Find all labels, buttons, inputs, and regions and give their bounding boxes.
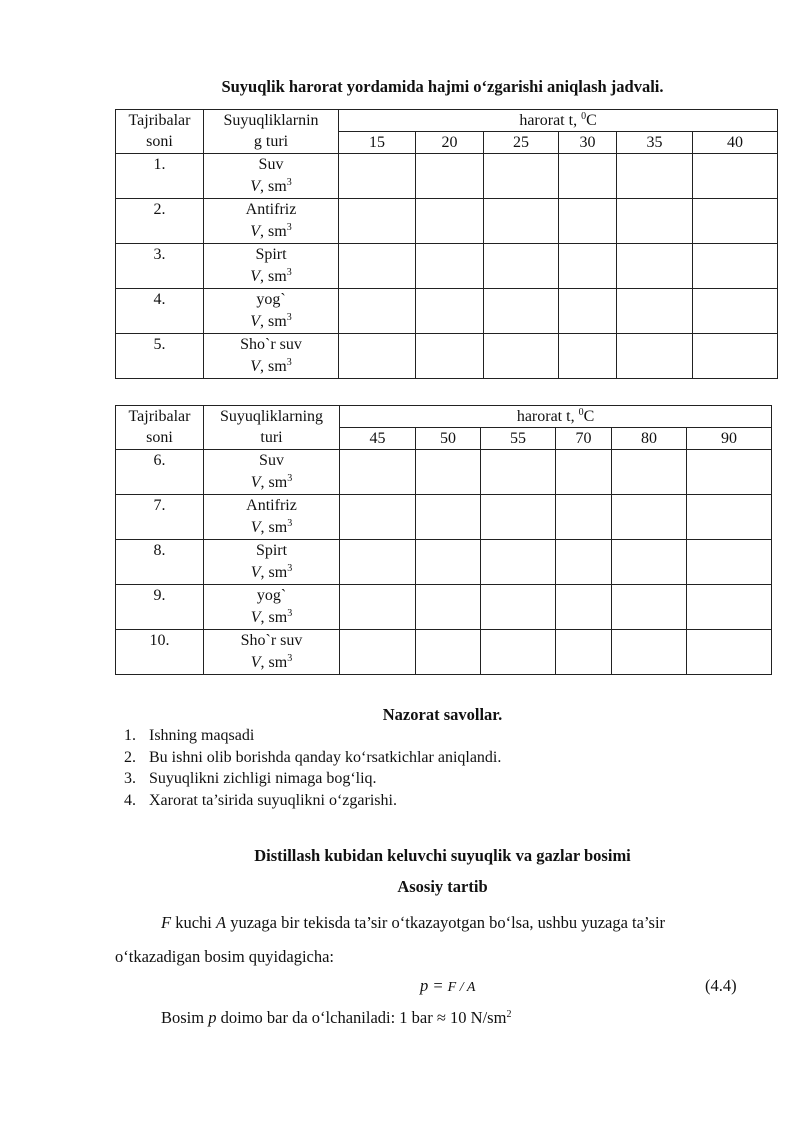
liquid-name: Spirt [255,246,287,263]
empty-cell [617,334,693,379]
empty-cell [416,450,481,495]
volume-unit: V, $sm^3$ [250,563,293,581]
subsection-heading: Asosiy tartib [397,877,488,896]
empty-cell [484,154,559,199]
empty-cell [481,540,556,585]
empty-cell [340,585,416,630]
equation-number: (4.4) [705,976,737,995]
volume-unit: V, $sm^3$ [250,518,293,536]
volume-unit: V, $sm^3$ [250,267,292,285]
volume-unit: V, $sm^3$ [250,357,292,375]
list-number: 1. [124,727,136,744]
volume-unit: V, $sm^3$ [250,312,292,330]
temp-cell: 50 [416,428,481,450]
empty-cell [556,630,612,675]
empty-cell [612,585,687,630]
volume-unit: V, $sm^3$ [250,222,292,240]
header-liquid-type [204,110,339,154]
empty-cell [687,585,772,630]
row-number: 1. [116,154,204,199]
empty-cell [416,244,484,289]
liquid-cell [204,630,340,675]
header-experiments [116,110,204,154]
empty-cell [484,199,559,244]
formula-lhs: p [420,976,429,995]
table-title: Suyuqlik harorat yordamida hajmi oʻzgarishi aniqlash jadvali. [221,77,664,96]
list-number: 3. [124,770,136,787]
volume-table-2 [115,405,772,675]
liquid-name: Spirt [255,542,288,559]
exponent: 2 [506,1009,512,1020]
text: yuzaga bir tekisda ta’sir oʻtkazayotgan boʻlsa, ushbu yuzaga ta’sir oʻtkazadigan bosim quyidagicha: [115,913,666,966]
liquid-cell [204,540,340,585]
empty-cell [339,199,416,244]
empty-cell [339,154,416,199]
liquid-cell [204,585,340,630]
header-line: soni [146,133,173,150]
row-number: 6. [116,450,204,495]
header-liquid-type [204,406,340,450]
header-line: Tajribalar [128,112,191,129]
empty-cell [481,450,556,495]
liquid-cell [204,199,339,244]
empty-cell [416,289,484,334]
liquid-cell [204,334,339,379]
degree-sup: 0 [581,111,587,122]
empty-cell [556,495,612,540]
empty-cell [693,334,778,379]
liquid-name: Antifriz [246,497,297,514]
row-number: 2. [116,199,204,244]
header-line: Suyuqliklarning [219,408,324,425]
empty-cell [484,244,559,289]
list-item [116,790,501,812]
liquid-cell [204,495,340,540]
header-line: Tajribalar [128,408,191,425]
empty-cell [416,334,484,379]
table-row [116,585,772,630]
empty-cell [481,495,556,540]
symbol-f: F [161,913,172,932]
volume-unit: V, $sm^3$ [250,653,293,671]
table-row [116,540,772,585]
temp-cell: 15 [339,132,416,154]
empty-cell [687,630,772,675]
empty-cell [416,199,484,244]
table-row [116,244,778,289]
liquid-name: Suv [259,452,284,469]
empty-cell [612,495,687,540]
empty-cell [556,585,612,630]
table-row [116,334,778,379]
formula-eq: = [428,976,448,995]
empty-cell [481,585,556,630]
liquid-name: Sho`r suv [240,632,303,649]
empty-cell [687,495,772,540]
text: Bosim [161,1008,209,1027]
empty-cell [612,450,687,495]
empty-cell [416,540,481,585]
symbol-p: p [208,1008,217,1027]
empty-cell [612,630,687,675]
header-line: soni [146,429,173,446]
row-number: 3. [116,244,204,289]
empty-cell [416,585,481,630]
liquid-name: Sho`r suv [240,336,302,353]
temp-cell: 35 [617,132,693,154]
symbol-a: A [216,913,227,932]
row-number: 5. [116,334,204,379]
temperature-label: harorat t, [519,112,582,129]
section-heading: Distillash kubidan keluvchi suyuqlik va gazlar bosimi [254,846,631,865]
row-number: 10. [116,630,204,675]
temp-cell: 70 [556,428,612,450]
degree-sup: 0 [578,407,584,418]
empty-cell [416,154,484,199]
paragraph [115,906,743,974]
liquid-cell [204,244,339,289]
temp-cell: 40 [693,132,778,154]
row-number: 7. [116,495,204,540]
liquid-name: Suv [258,156,284,173]
temp-cell: 80 [612,428,687,450]
header-line: g turi [253,133,289,150]
text: kuchi [171,913,217,932]
liquid-cell [204,450,340,495]
header-experiments [116,406,204,450]
empty-cell [481,630,556,675]
temp-cell: 55 [481,428,556,450]
empty-cell [693,199,778,244]
paragraph [161,1008,511,1028]
temperature-label: harorat t, [516,408,579,425]
volume-unit: V, $sm^3$ [250,608,293,626]
list-text: Suyuqlikni zichligi nimaga bogʻliq. [149,770,377,787]
empty-cell [617,244,693,289]
header-line: turi [260,429,283,446]
empty-cell [484,334,559,379]
table-row [116,495,772,540]
empty-cell [559,289,617,334]
table-row [116,289,778,334]
empty-cell [340,540,416,585]
list-item [116,725,501,747]
empty-cell [559,154,617,199]
volume-table-1 [115,109,778,379]
volume-unit: V, $sm^3$ [250,473,293,491]
empty-cell [612,540,687,585]
list-text: Bu ishni olib borishda qanday koʻrsatkichlar aniqlandi. [149,748,502,766]
liquid-name: Antifriz [245,201,297,218]
empty-cell [559,334,617,379]
empty-cell [416,495,481,540]
empty-cell [556,450,612,495]
list-number: 4. [124,791,136,809]
temp-cell: 25 [484,132,559,154]
empty-cell [617,289,693,334]
empty-cell [617,154,693,199]
liquid-cell [204,289,339,334]
empty-cell [340,495,416,540]
empty-cell [617,199,693,244]
header-temperature [340,406,772,428]
liquid-name: yog` [256,587,287,604]
temperature-unit: C [586,112,597,129]
empty-cell [340,630,416,675]
volume-unit: V, $sm^3$ [250,177,292,195]
temp-cell: 45 [340,428,416,450]
table-row [116,199,778,244]
empty-cell [340,450,416,495]
empty-cell [484,289,559,334]
empty-cell [556,540,612,585]
list-text: Xarorat ta’sirida suyuqlikni oʻzgarishi. [149,791,397,809]
empty-cell [559,199,617,244]
table-row [116,450,772,495]
liquid-name: yog` [256,291,286,308]
empty-cell [693,289,778,334]
empty-cell [339,289,416,334]
formula-rhs: F / A [447,980,476,995]
row-number: 4. [116,289,204,334]
header-line: Suyuqliklarnin [223,112,319,129]
empty-cell [687,540,772,585]
empty-cell [693,244,778,289]
temperature-unit: C [583,408,595,425]
empty-cell [416,630,481,675]
questions-list [116,725,501,811]
temp-cell: 30 [559,132,617,154]
liquid-cell [204,154,339,199]
empty-cell [559,244,617,289]
temp-cell: 20 [416,132,484,154]
temp-cell: 90 [687,428,772,450]
list-item [116,747,501,769]
list-number: 2. [124,748,136,766]
control-questions-heading: Nazorat savollar. [382,705,503,724]
empty-cell [339,244,416,289]
text: doimo bar da oʻlchaniladi: 1 bar ≈ 10 N/sm [216,1008,507,1027]
list-text: Ishning maqsadi [149,727,255,744]
row-number: 9. [116,585,204,630]
empty-cell [687,450,772,495]
empty-cell [693,154,778,199]
row-number: 8. [116,540,204,585]
header-temperature [339,110,778,132]
table-row [116,630,772,675]
empty-cell [339,334,416,379]
formula [420,976,475,996]
table-row [116,154,778,199]
list-item [116,768,501,790]
